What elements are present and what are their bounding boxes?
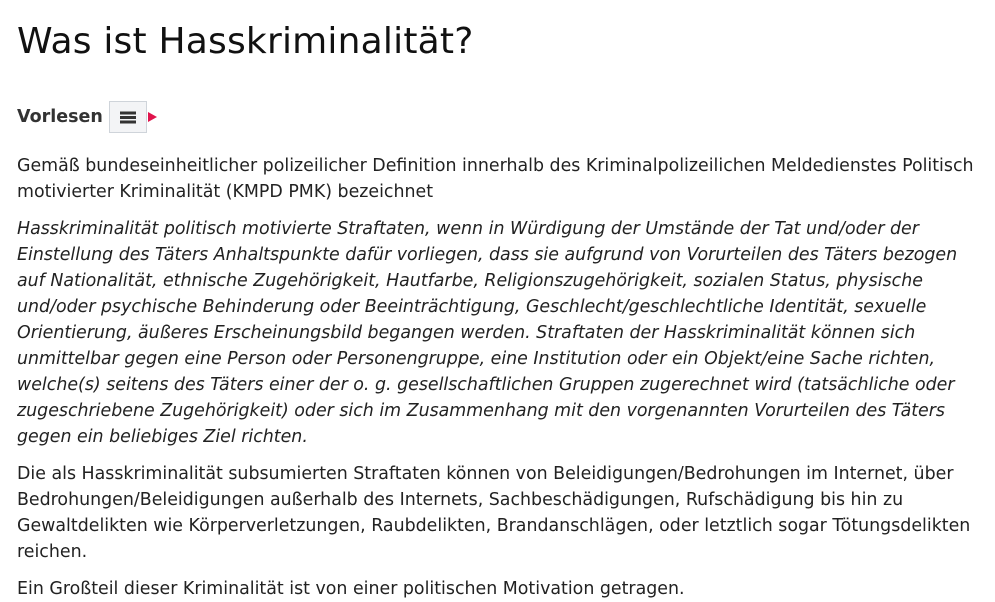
read-aloud-label: Vorlesen — [17, 107, 103, 127]
paragraph-offense-range: Die als Hasskriminalität subsumierten Straftaten können von Beleidigungen/Bedrohungen im Internet, über Bedrohungen/Beleidigungen außerhalb des Internets, Sachbeschädigungen, Rufschädigung bis hin zu Gewaltdelikten wie Körperverletzungen, Raubdelikten, Brandanschlägen, oder letztlich sogar Tötungsdelikten reichen. — [17, 464, 971, 562]
article-body — [17, 153, 978, 602]
paragraph-political-motivation: Ein Großteil dieser Kriminalität ist von einer politischen Motivation getragen. — [17, 579, 685, 599]
paragraph-definition-intro: Gemäß bundeseinheitlicher polizeilicher Definition innerhalb des Kriminalpolizeilichen Meldedienstes Politisch motivierter Kriminalität (KMPD PMK) bezeichnet — [17, 156, 974, 202]
read-aloud-bar — [17, 100, 978, 134]
paragraph-definition-quote: Hasskriminalität politisch motivierte Straftaten, wenn in Würdigung der Umstände der Tat und/oder der Einstellung des Täters Anhaltspunkte dafür vorliegen, dass sie aufgrund von Vorurteilen des Täters bezogen auf Nationalität, ethnische Zugehörigkeit, Hautfarbe, Religionszugehörigkeit, sozialen Status, physische und/oder psychische Behinderung oder Beeinträchtigung, Geschlecht/geschlechtliche Identität, sexuelle Orientierung, äußeres Erscheinungsbild begangen werden. Straftaten der Hasskriminalität können sich unmittelbar gegen eine Person oder Personengruppe, eine Institution oder ein Objekt/eine Sache richten, welche(s) seitens des Täters einer der o. g. gesellschaftlichen Gruppen zugerechnet wird (tatsächliche oder zugeschriebene Zugehörigkeit) oder sich im Zusammenhang mit den vorgenannten Vorurteilen des Täters gegen ein beliebiges Ziel richten. — [17, 219, 958, 447]
play-triangle-icon — [148, 112, 157, 122]
read-aloud-play-button[interactable] — [147, 101, 161, 133]
read-aloud-menu-button[interactable] — [109, 101, 147, 133]
page-title: Was ist Hasskriminalität? — [17, 21, 474, 62]
hamburger-menu-icon — [120, 111, 136, 124]
